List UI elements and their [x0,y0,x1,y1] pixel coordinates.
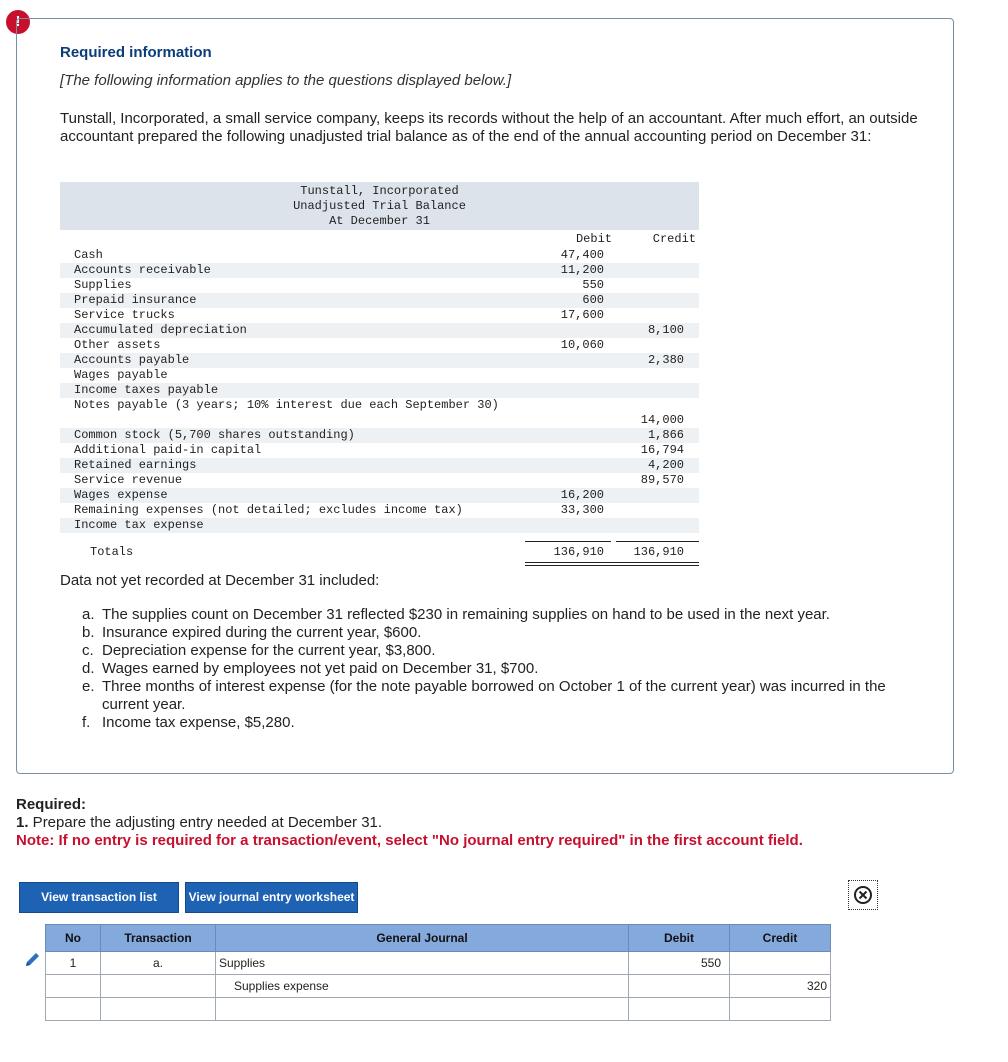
tb-row [60,293,699,308]
tb-credit: 16,794 [640,443,684,457]
journal-credit-field[interactable] [730,998,831,1021]
adjustment-label: e. [82,678,95,695]
required-step [16,814,803,832]
adjustment-label: f. [82,714,91,731]
tb-debit: 10,060 [560,338,604,352]
tb-column-headers [60,230,699,248]
trial-balance-header [60,182,699,230]
journal-account-field[interactable] [216,998,629,1021]
tb-totals-label: Totals [90,545,134,559]
adjustment-label: a. [82,606,95,623]
tb-account: Income tax expense [74,518,204,532]
tb-row [60,443,699,458]
adjustment-item [82,606,912,624]
tb-account: Notes payable (3 years; 10% interest due each September 30) [74,398,499,412]
col-transaction: Transaction [101,925,216,952]
tb-debit: 16,200 [560,488,604,502]
tb-account: Accounts receivable [74,263,211,277]
data-intro: Data not yet recorded at December 31 included: [60,572,380,589]
tb-report-name: Unadjusted Trial Balance [293,199,466,213]
journal-no-cell [46,975,101,998]
tb-account: Income taxes payable [74,383,219,397]
adjustment-text: Income tax expense, $5,280. [102,714,295,731]
required-heading: Required: [16,796,87,813]
journal-row [46,975,831,998]
journal-debit-field[interactable]: 550 [629,952,730,975]
col-general-journal: General Journal [216,925,629,952]
tb-debit: 11,200 [560,263,604,277]
adjustment-label: d. [82,660,95,677]
tb-row [60,368,699,383]
tb-row [60,503,699,518]
tb-date: At December 31 [329,214,430,228]
journal-transaction-cell [101,975,216,998]
tb-account: Common stock (5,700 shares outstanding) [74,428,355,442]
tb-account: Service revenue [74,473,183,487]
tb-debit: 33,300 [560,503,604,517]
tb-row [60,398,699,428]
tb-row [60,518,699,533]
tb-debit: 47,400 [560,248,604,262]
tb-account: Accounts payable [74,353,190,367]
tb-total-credit: 136,910 [633,545,684,559]
pencil-edit-icon[interactable] [22,950,42,970]
tb-debit-header: Debit [575,232,612,246]
journal-credit-field[interactable] [730,952,831,975]
tb-credit: 1,866 [647,428,684,442]
tb-row [60,383,699,398]
adjustment-data-list [82,606,912,732]
adjustment-text: Three months of interest expense (for the note payable borrowed on October 1 of the current year) was incurred in the current year. [102,678,886,713]
tb-row [60,338,699,353]
adjustment-label: b. [82,624,95,641]
tb-account: Wages expense [74,488,168,502]
tb-row [60,473,699,488]
adjustment-text: Depreciation expense for the current year, $3,800. [102,642,436,659]
tb-credit: 89,570 [640,473,684,487]
adjustment-item [82,642,912,660]
tb-row [60,323,699,338]
view-journal-entry-worksheet-button[interactable]: View journal entry worksheet [185,882,358,913]
adjustment-text: Insurance expired during the current year, $600. [102,624,422,641]
tb-row [60,278,699,293]
tb-account: Additional paid-in capital [74,443,262,457]
tb-account: Other assets [74,338,161,352]
adjustment-text: The supplies count on December 31 reflected $230 in remaining supplies on hand to be used in the next year. [102,606,830,623]
tb-credit: 8,100 [647,323,684,337]
tb-debit: 17,600 [560,308,604,322]
tb-debit: 600 [582,293,604,307]
journal-transaction-cell [101,998,216,1021]
tb-account: Remaining expenses (not detailed; excludes income tax) [74,503,463,517]
col-debit: Debit [629,925,730,952]
info-intro: Tunstall, Incorporated, a small service company, keeps its records without the help of an accountant. After much effort, an outside accountant prepared the following unadjusted trial balance as of the end of the annual accounting period on December 31: [60,110,918,145]
adjustment-item [82,678,912,714]
step-number: 1. [16,814,29,831]
journal-entry-table [45,924,831,1021]
tb-account: Service trucks [74,308,175,322]
tb-debit: 550 [582,278,604,292]
journal-debit-field[interactable] [629,975,730,998]
journal-transaction-cell: a. [101,952,216,975]
step-text: Prepare the adjusting entry needed at December 31. [28,814,383,831]
adjustment-item [82,624,912,642]
tb-row [60,428,699,443]
info-title: Required information [60,44,212,61]
tb-row [60,263,699,278]
journal-no-cell [46,998,101,1021]
col-credit: Credit [730,925,831,952]
tb-account: Retained earnings [74,458,197,472]
adjustment-label: c. [82,642,94,659]
tb-account: Accumulated depreciation [74,323,247,337]
required-section [16,796,803,850]
journal-debit-field[interactable] [629,998,730,1021]
tb-credit: 14,000 [640,413,684,427]
tb-company: Tunstall, Incorporated [300,184,459,198]
adjustment-item [82,714,912,732]
tb-credit: 2,380 [647,353,684,367]
tb-credit: 4,200 [647,458,684,472]
tb-row [60,458,699,473]
trial-balance [60,182,699,563]
journal-row [46,952,831,975]
tb-row [60,488,699,503]
tb-total-debit: 136,910 [553,545,604,559]
adjustment-text: Wages earned by employees not yet paid on December 31, $700. [102,660,539,677]
tb-account: Prepaid insurance [74,293,197,307]
view-transaction-list-button[interactable]: View transaction list [19,882,179,913]
tb-row [60,308,699,323]
col-no: No [46,925,101,952]
journal-no-cell: 1 [46,952,101,975]
tb-row [60,248,699,263]
tb-account: Cash [74,248,103,262]
alert-icon: ! [6,10,30,34]
tb-credit-header: Credit [652,232,696,246]
journal-credit-field[interactable]: 320 [730,975,831,998]
required-note: Note: If no entry is required for a transaction/event, select "No journal entry required" in the first account field. [16,832,803,849]
tb-account: Wages payable [74,368,168,382]
journal-account-field[interactable]: Supplies expense [216,975,629,998]
info-subtitle: [The following information applies to the questions displayed below.] [60,72,512,89]
tb-account: Supplies [74,278,132,292]
journal-header-row [46,925,831,952]
close-icon[interactable] [848,880,878,910]
adjustment-item [82,660,912,678]
journal-account-field[interactable]: Supplies [216,952,629,975]
tb-row [60,353,699,368]
journal-row [46,998,831,1021]
